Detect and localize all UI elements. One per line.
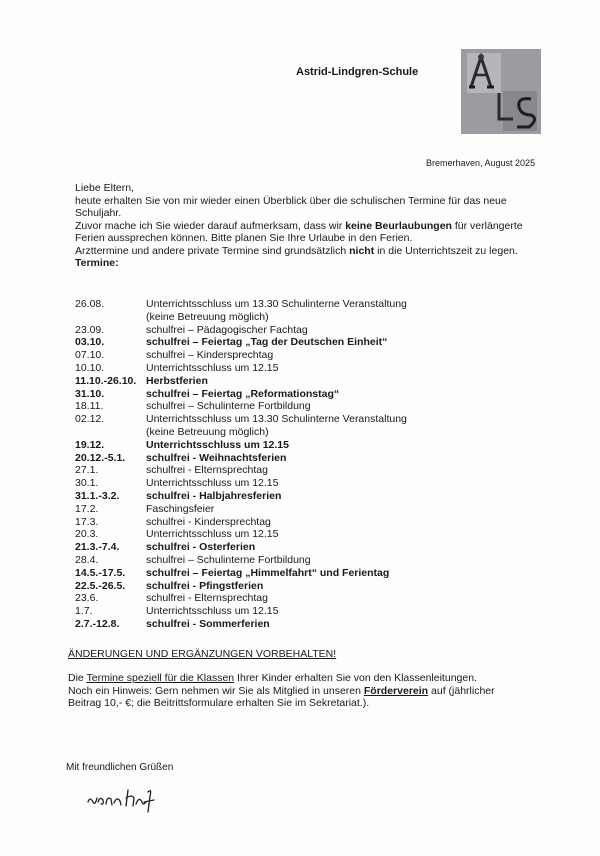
schedule-row bbox=[75, 618, 535, 631]
schedule-date: 10.10. bbox=[75, 361, 105, 374]
schedule-row bbox=[75, 592, 535, 605]
changes-notice: ÄNDERUNGEN UND ERGÄNZUNGEN VORBEHALTEN! bbox=[68, 648, 337, 660]
schedule-description: schulfrei - Sommerferien bbox=[146, 617, 270, 630]
schedule-row bbox=[75, 324, 535, 337]
schedule-date: 11.10.-26.10. bbox=[75, 374, 137, 387]
info-p1-a: Die bbox=[68, 672, 87, 684]
closing-greeting: Mit freundlichen Grüßen bbox=[66, 762, 174, 773]
schedule-description: schulfrei - Elternsprechtag bbox=[146, 592, 268, 605]
schedule-row bbox=[75, 580, 535, 593]
schedule-heading: Termine: bbox=[75, 257, 119, 269]
schedule-description: schulfrei - Halbjahresferien bbox=[146, 489, 282, 502]
intro-line-2-b: für verlängerte Ferien aussprechen können. Bitte planen Sie Ihre Urlaube in den Ferien. bbox=[75, 219, 523, 244]
schedule-date: 27.1. bbox=[75, 464, 99, 477]
place-date: Bremerhaven, August 2025 bbox=[426, 158, 536, 168]
schedule-list bbox=[75, 298, 535, 631]
schedule-date: 07.10. bbox=[75, 349, 105, 362]
schedule-date: 20.12.-5.1. bbox=[75, 451, 126, 464]
schedule-description: schulfrei – Feiertag „Tag der Deutschen Einheit“ bbox=[146, 336, 388, 349]
schedule-description: Faschingsfeier bbox=[146, 502, 215, 515]
schedule-row bbox=[75, 541, 535, 554]
schedule-date: 1.7. bbox=[75, 605, 93, 618]
info-p2-underlined: Förderverein bbox=[363, 684, 429, 697]
schedule-row bbox=[75, 439, 535, 452]
schedule-row bbox=[75, 477, 535, 490]
schedule-row bbox=[75, 605, 535, 618]
schedule-description: (keine Betreuung möglich) bbox=[146, 310, 269, 323]
schedule-date: 03.10. bbox=[75, 336, 105, 349]
intro-line-2-a: Zuvor mache ich Sie wieder darauf aufmerksam, dass wir bbox=[75, 219, 346, 232]
schedule-description: Unterrichtsschluss um 13.30 Schulinterne Veranstaltung bbox=[146, 413, 407, 426]
schedule-row bbox=[75, 388, 535, 401]
schedule-date: 17.2. bbox=[75, 502, 99, 515]
schedule-date: 02.12. bbox=[75, 413, 105, 426]
schedule-date: 21.3.-7.4. bbox=[75, 541, 120, 554]
intro-section bbox=[75, 182, 525, 270]
schedule-date: 17.3. bbox=[75, 515, 99, 528]
handwritten-signature bbox=[84, 782, 164, 816]
schedule-row bbox=[75, 528, 535, 541]
schedule-description: Unterrichtsschluss um 12.15 bbox=[146, 438, 289, 451]
schedule-date: 22.5.-26.5. bbox=[75, 579, 126, 592]
schedule-date: 20.3. bbox=[75, 528, 99, 541]
schedule-description: schulfrei – Schulinterne Fortbildung bbox=[146, 553, 311, 566]
schedule-date: 14.5.-17.5. bbox=[75, 566, 126, 579]
schedule-row bbox=[75, 503, 535, 516]
schedule-row bbox=[75, 362, 535, 375]
intro-line-3 bbox=[75, 245, 525, 258]
school-logo bbox=[461, 49, 541, 134]
intro-line-2-bold: keine Beurlaubungen bbox=[345, 219, 452, 232]
schedule-description: Unterrichtsschluss um 12.15 bbox=[146, 605, 279, 618]
info-section bbox=[68, 672, 528, 710]
schedule-description: schulfrei – Kindersprechtag bbox=[146, 349, 274, 362]
schedule-description: schulfrei - Kindersprechtag bbox=[146, 515, 271, 528]
schedule-date: 19.12. bbox=[75, 438, 105, 451]
schedule-date bbox=[75, 426, 146, 439]
schedule-description: schulfrei – Feiertag „Himmelfahrt“ und Ferientag bbox=[146, 566, 390, 579]
schedule-row bbox=[75, 400, 535, 413]
intro-line-3-b: in die Unterrichtszeit zu legen. bbox=[374, 244, 518, 257]
schedule-description: (keine Betreuung möglich) bbox=[146, 425, 269, 438]
schedule-description: schulfrei – Schulinterne Fortbildung bbox=[146, 400, 311, 413]
schedule-date: 2.7.-12.8. bbox=[75, 617, 120, 630]
schedule-description: schulfrei - Elternsprechtag bbox=[146, 464, 268, 477]
schedule-row bbox=[75, 452, 535, 465]
info-p1-underlined: Termine speziell für die Klassen bbox=[86, 672, 235, 684]
schedule-description: schulfrei - Pfingstferien bbox=[146, 579, 264, 592]
schedule-row bbox=[75, 298, 535, 311]
schedule-description: Unterrichtsschluss um 13.30 Schulinterne Veranstaltung bbox=[146, 298, 407, 310]
schedule-description: Unterrichtsschluss um 12.15 bbox=[146, 528, 279, 541]
schedule-date: 26.08. bbox=[75, 298, 105, 310]
schedule-row bbox=[75, 426, 535, 439]
schedule-date: 23.09. bbox=[75, 323, 105, 336]
schedule-description: schulfrei – Feiertag „Reformationstag“ bbox=[146, 387, 340, 400]
schedule-date: 31.10. bbox=[75, 387, 105, 400]
intro-line-3-bold: nicht bbox=[349, 244, 375, 257]
school-logo-graphic bbox=[461, 49, 541, 134]
schedule-description: Unterrichtsschluss um 12.15 bbox=[146, 361, 279, 374]
schedule-row bbox=[75, 554, 535, 567]
intro-line-3-a: Arzttermine und andere private Termine sind grundsätzlich bbox=[75, 244, 350, 257]
schedule-date: 18.11. bbox=[75, 400, 104, 413]
info-p1-b: Ihrer Kinder erhalten Sie von den Klassenleitungen. bbox=[234, 672, 477, 684]
intro-line-1: heute erhalten Sie von mir wieder einen Überblick über die schulischen Termine für das neue Schuljahr. bbox=[75, 194, 507, 219]
schedule-row bbox=[75, 349, 535, 362]
schedule-description: Unterrichtsschluss um 12.15 bbox=[146, 477, 279, 490]
schedule-description: schulfrei - Weihnachtsferien bbox=[146, 451, 287, 464]
info-paragraph-2 bbox=[68, 685, 528, 710]
schedule-description: schulfrei – Pädagogischer Fachtag bbox=[146, 323, 308, 336]
schedule-row bbox=[75, 567, 535, 580]
schedule-row bbox=[75, 336, 535, 349]
schedule-date: 28.4. bbox=[75, 553, 99, 566]
info-p2-b: auf (jährlicher Beitrag 10,- €; die Beitrittsformulare erhalten Sie im Sekretariat.). bbox=[68, 684, 495, 709]
schedule-date bbox=[75, 311, 146, 324]
schedule-date: 31.1.-3.2. bbox=[75, 489, 120, 502]
schedule-description: Herbstferien bbox=[146, 374, 208, 387]
signature bbox=[84, 782, 164, 821]
schedule-row bbox=[75, 311, 535, 324]
info-p2-a: Noch ein Hinweis: Gern nehmen wir Sie als Mitglied in unseren bbox=[68, 684, 364, 697]
schedule-date: 30.1. bbox=[75, 477, 99, 490]
salutation: Liebe Eltern, bbox=[75, 182, 134, 194]
schedule-row bbox=[75, 490, 535, 503]
schedule-date: 23.6. bbox=[75, 592, 99, 605]
schedule-row bbox=[75, 516, 535, 529]
schedule-row bbox=[75, 375, 535, 388]
schedule-row bbox=[75, 413, 535, 426]
info-paragraph-1 bbox=[68, 672, 528, 685]
schedule-row bbox=[75, 464, 535, 477]
schedule-description: schulfrei - Osterferien bbox=[146, 541, 256, 554]
intro-line-2 bbox=[75, 220, 525, 245]
school-name: Astrid-Lindgren-Schule bbox=[296, 66, 419, 78]
